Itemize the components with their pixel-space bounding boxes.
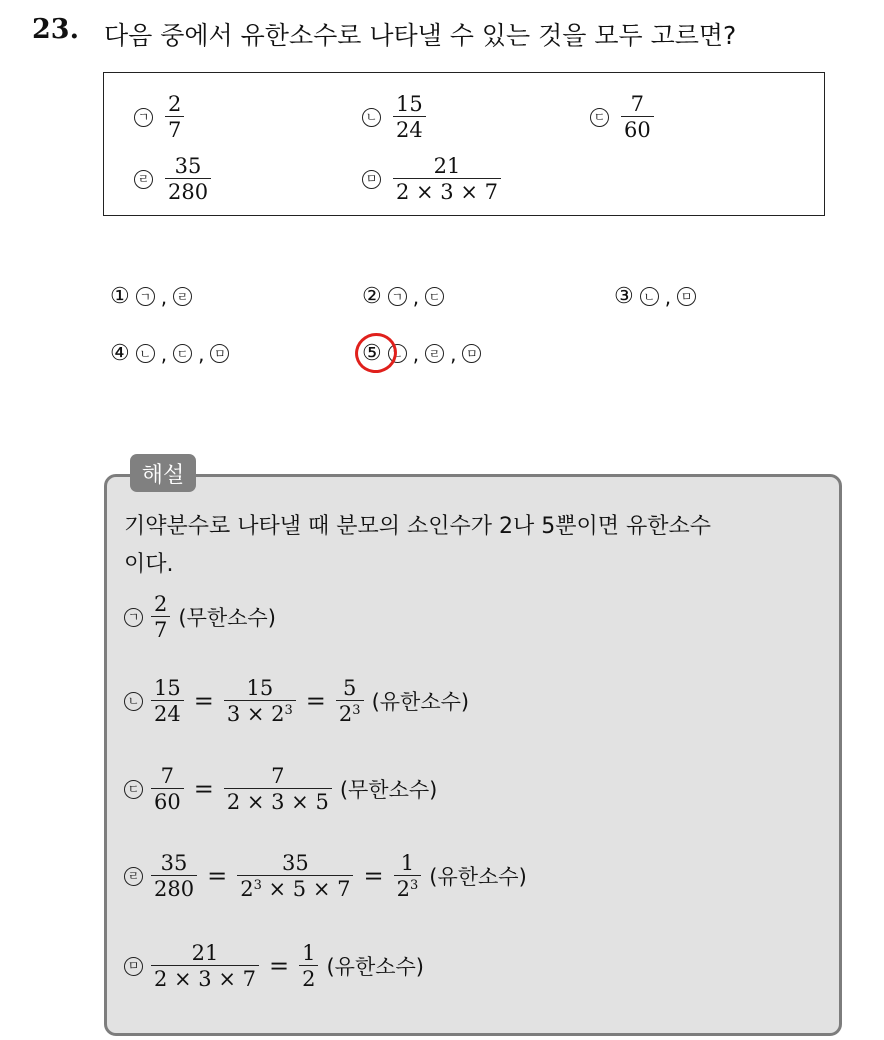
solution-line-2: 이다. [124, 552, 174, 577]
marker-giyeok: ㄱ [134, 108, 153, 127]
fraction: $\frac{21}{2 \times 3 \times 7}$ [393, 154, 501, 204]
solution-row-2: ㄴ $\frac{15}{24}$ = $\frac{15}{3 \times 2^3}$ = $\frac{5}{2^3}$ (유한소수) [124, 676, 469, 726]
choice-5[interactable]: ⑤ ㄴ , ㄹ , ㅁ [362, 341, 481, 366]
box-item-1 [134, 92, 184, 142]
choice-4[interactable]: ④ ㄴ , ㄷ , ㅁ [110, 341, 229, 366]
solution-row-1: ㄱ $\frac{2}{7}$ (무한소수) [124, 592, 276, 642]
fraction: $\frac{7}{60}$ [621, 92, 654, 142]
fraction: $\frac{35}{280}$ [165, 154, 211, 204]
solution-row-3: ㄷ $\frac{7}{60}$ = $\frac{7}{2 \times 3 \times 5}$ (무한소수) [124, 764, 437, 814]
box-item-3 [590, 92, 654, 142]
solution-line-1: 기약분수로 나타낼 때 분모의 소인수가 2나 5뿐이면 유한소수 [124, 514, 711, 539]
marker-digeut: ㄷ [590, 108, 609, 127]
box-item-2 [362, 92, 426, 142]
solution-row-5: ㅁ $\frac{21}{2 \times 3 \times 7}$ = $\frac{1}{2}$ (유한소수) [124, 941, 424, 991]
choice-1[interactable]: ① ㄱ , ㄹ [110, 284, 192, 309]
question-text: 다음 중에서 유한소수로 나타낼 수 있는 것을 모두 고르면? [104, 21, 737, 50]
box-item-5 [362, 154, 501, 204]
marker-rieul: ㄹ [134, 170, 153, 189]
solution-tag: 해설 [130, 454, 196, 492]
box-item-4 [134, 154, 211, 204]
marker-nieun: ㄴ [362, 108, 381, 127]
answer-mark-circle [351, 329, 400, 377]
marker-mieum: ㅁ [362, 170, 381, 189]
choice-2[interactable]: ② ㄱ , ㄷ [362, 284, 444, 309]
choice-3[interactable]: ③ ㄴ , ㅁ [614, 284, 696, 309]
solution-row-4: ㄹ $\frac{35}{280}$ = $\frac{35}{2^3 \times 5 \times 7}$ = $\frac{1}{2^3}$ (유한소수) [124, 851, 527, 901]
fraction: $\frac{15}{24}$ [393, 92, 426, 142]
question-number: 23. [32, 14, 79, 45]
fraction: $\frac{2}{7}$ [165, 92, 184, 142]
